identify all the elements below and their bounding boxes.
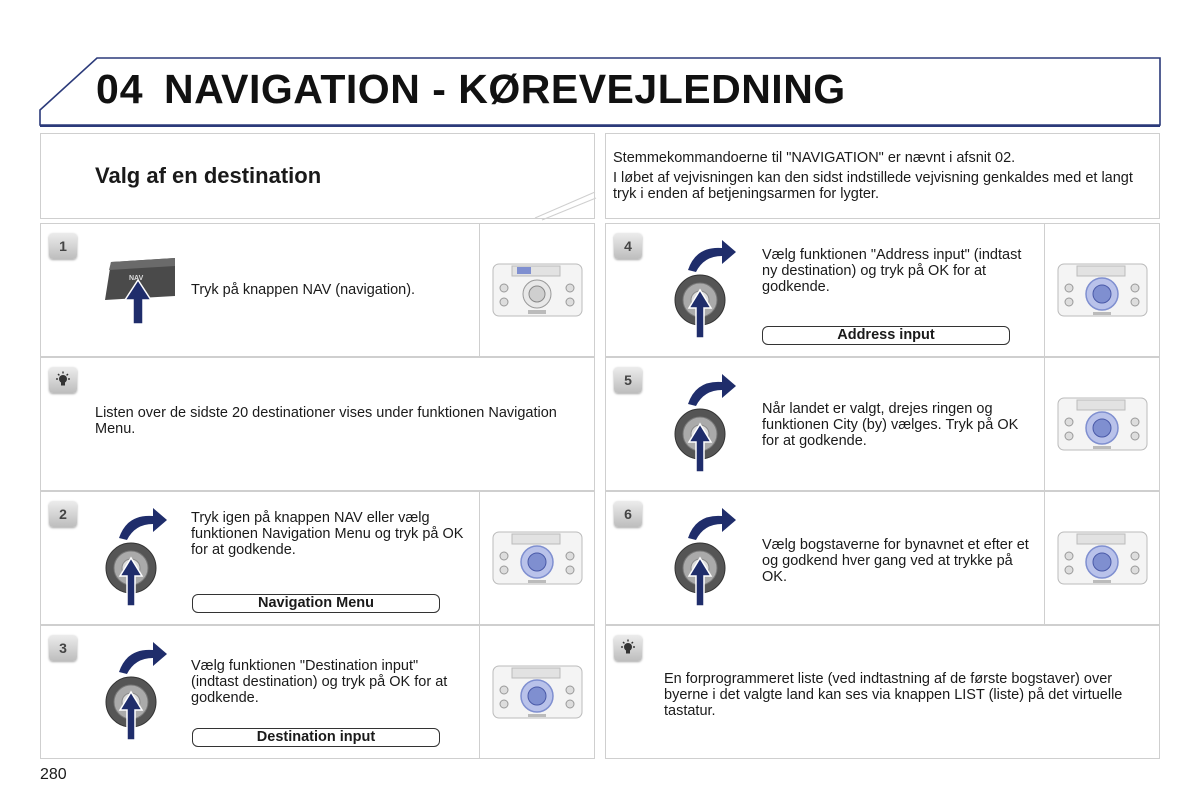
step-4-console-thumb: [1044, 224, 1159, 356]
step-4-badge: 4: [614, 233, 642, 259]
step-3-box: [40, 625, 595, 759]
step-1-box: [40, 223, 595, 357]
rotary-dial-press-icon: [670, 506, 740, 616]
address-input-label: Address input: [762, 326, 1010, 345]
step-3-text: Vælg funktionen "Destination input" (indtast destination) og tryk på OK for at godkende.: [191, 658, 448, 706]
page-number: 280: [40, 766, 67, 783]
step-2-text: Tryk igen på knappen NAV eller vælg funktionen Navigation Menu og tryk på OK for at godkende.: [191, 510, 464, 558]
chapter-title: NAVIGATION - KØREVEJLEDNING: [164, 66, 846, 112]
step-2-badge: 2: [49, 501, 77, 527]
step-6-box: [605, 491, 1160, 625]
intro-line-2: I løbet af vejvisningen kan den sidst indstillede vejvisning genkaldes med et langt tryk i enden af betjeningsarmen for lygter.: [613, 170, 1133, 202]
destination-input-label: Destination input: [192, 728, 440, 747]
step-1-console-thumb: [479, 224, 594, 356]
nav-button-press-icon: [101, 254, 181, 326]
lightbulb-icon: [54, 371, 72, 389]
step-1-text: Tryk på knappen NAV (navigation).: [191, 282, 416, 298]
console-nav-highlight-icon: [490, 254, 585, 326]
nav-button-label: NAV: [129, 275, 144, 282]
console-dial-highlight-icon: [490, 656, 585, 728]
rotary-dial-press-icon: [670, 372, 740, 482]
step-6-badge: 6: [614, 501, 642, 527]
navigation-menu-label: Navigation Menu: [192, 594, 440, 613]
tip-2-badge: [614, 635, 642, 661]
step-4-box: [605, 223, 1160, 357]
step-6-console-thumb: [1044, 492, 1159, 624]
step-3-badge: 3: [49, 635, 77, 661]
step-6-text: Vælg bogstaverne for bynavnet et efter et og godkend hver gang ved at trykke på OK.: [762, 537, 1029, 585]
tip-1-text: Listen over de sidste 20 destinationer vises under funktionen Navigation Menu.: [95, 405, 557, 437]
section-title: Valg af en destination: [95, 163, 322, 188]
tip-2-text: En forprogrammeret liste (ved indtastning af de første bogstaver) over byerne i det valgte land kan ses via knappen LIST (liste) på det virtuelle tastatur.: [664, 671, 1123, 719]
step-2-console-thumb: [479, 492, 594, 624]
step-4-text: Vælg funktionen "Address input" (indtast ny destination) og tryk på OK for at godkende.: [762, 247, 1022, 295]
section-title-corner: [530, 190, 600, 222]
rotary-dial-press-icon: [101, 506, 171, 616]
rotary-dial-press-icon: [101, 640, 171, 750]
step-3-console-thumb: [479, 626, 594, 758]
step-1-badge: 1: [49, 233, 77, 259]
step-5-text: Når landet er valgt, drejes ringen og funktionen City (by) vælges. Tryk på OK for at godkende.: [762, 401, 1019, 449]
rotary-dial-press-icon: [670, 238, 740, 348]
step-5-badge: 5: [614, 367, 642, 393]
console-dial-highlight-icon: [1055, 254, 1150, 326]
tip-2-box: [605, 625, 1160, 759]
step-2-box: [40, 491, 595, 625]
console-dial-highlight-icon: [1055, 522, 1150, 594]
intro-line-1: Stemmekommandoerne til "NAVIGATION" er nævnt i afsnit 02.: [613, 150, 1016, 166]
chapter-number: 04: [96, 66, 144, 112]
console-dial-highlight-icon: [490, 522, 585, 594]
step-5-console-thumb: [1044, 358, 1159, 490]
tip-1-badge: [49, 367, 77, 393]
step-5-box: [605, 357, 1160, 491]
tip-1-box: [40, 357, 595, 491]
lightbulb-icon: [619, 639, 637, 657]
console-dial-highlight-icon: [1055, 388, 1150, 460]
